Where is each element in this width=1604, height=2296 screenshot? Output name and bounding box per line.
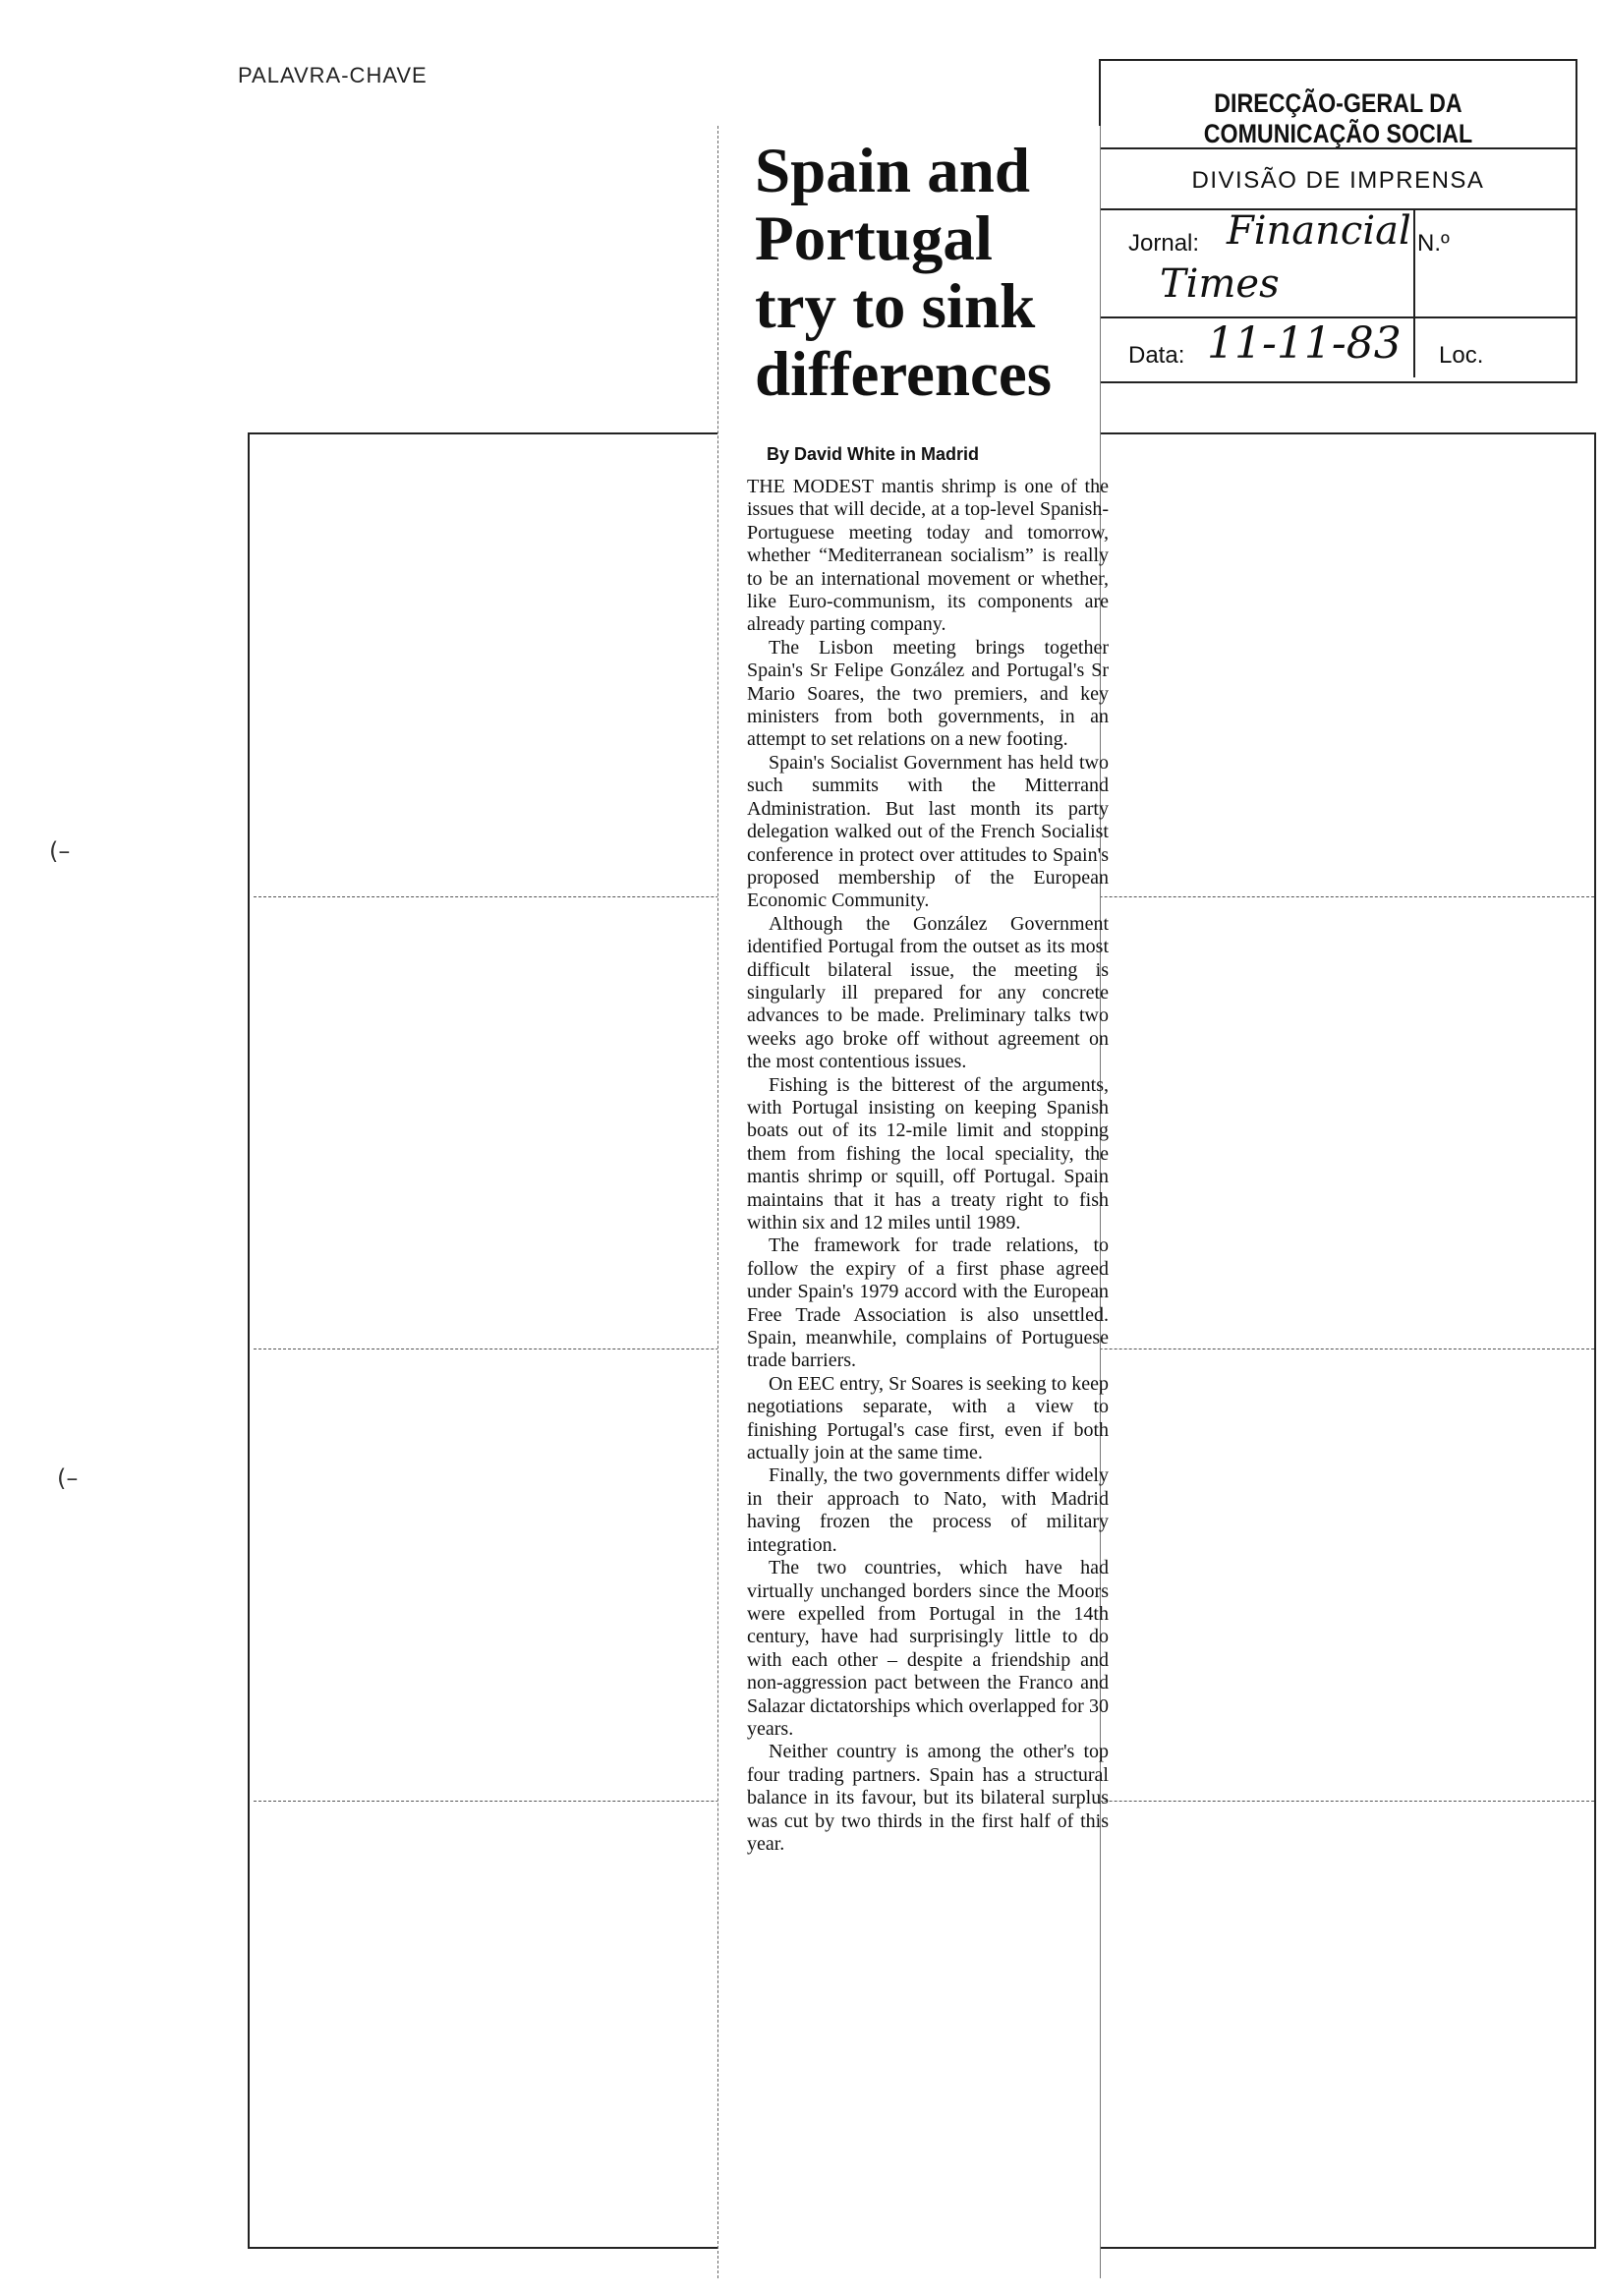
article-headline: Spain and Portugal try to sink differences xyxy=(755,136,1053,410)
stamp-jornal-value-2: Times xyxy=(1160,261,1280,307)
stamp-data-label: Data: xyxy=(1128,342,1185,369)
keyword-label: PALAVRA-CHAVE xyxy=(238,63,428,87)
stamp-organization: DIRECÇÃO-GERAL DA COMUNICAÇÃO SOCIAL xyxy=(1203,88,1473,148)
punch-mark-icon: (– xyxy=(49,837,71,865)
stamp-jornal-label: Jornal: xyxy=(1128,230,1200,257)
stamp-jornal-value: Financial xyxy=(1227,208,1411,254)
stamp-division: DIVISÃO DE IMPRENSA xyxy=(1191,167,1485,194)
punch-mark-icon: (– xyxy=(57,1464,79,1492)
stamp-divider xyxy=(1413,208,1415,377)
article-paragraph: THE MODEST mantis shrimp is one of the issues that will decide, at a top-level Spanish-Portuguese meeting today and tomorrow, whether “Mediterranean socialism” is really to be an international movement or whether, like Euro-communism, its components are already parting company. xyxy=(747,476,1109,636)
stamp-numero-label: N.º xyxy=(1417,230,1450,257)
article-paragraph: Neither country is among the other's top four trading partners. Spain has a structural balance in its favour, but its bilateral surplus was cut by two thirds in the first half of this year. xyxy=(747,1741,1109,1855)
article-paragraph: The Lisbon meeting brings together Spain's Sr Felipe González and Portugal's Sr Mario Soares, the two premiers, and key ministers from both governments, in an attempt to set relations on a new footing. xyxy=(747,636,1109,751)
article-paragraph: Finally, the two governments differ widely in their approach to Nato, with Madrid having frozen the process of military integration. xyxy=(747,1464,1109,1556)
article-paragraph: Spain's Socialist Government has held two such summits with the Mitterrand Administration. But last month its party delegation walked out of the French Socialist conference in protect over attitudes to Spain's proposed membership of the European Economic Community. xyxy=(747,751,1109,912)
article-paragraph: Fishing is the bitterest of the arguments, with Portugal insisting on keeping Spanish boats out of its 12-mile limit and stopping them from fishing the local speciality, the mantis shrimp or squill, off Portugal. Spain maintains that it has a treaty right to fish within six and 12 miles until 1989. xyxy=(747,1073,1109,1234)
article-byline: By David White in Madrid xyxy=(767,444,980,464)
article-body xyxy=(747,476,1109,1856)
stamp-loc-label: Loc. xyxy=(1439,342,1484,369)
stamp-divider xyxy=(1101,61,1575,149)
article-lead: THE MODEST xyxy=(747,476,874,497)
article-paragraph: Although the González Government identified Portugal from the outset as its most difficult bilateral issue, the meeting is singularly ill prepared for any concrete advances to be made. Preliminary talks two weeks ago broke off without agreement on the most contentious issues. xyxy=(747,912,1109,1073)
stamp-data-value: 11-11-83 xyxy=(1207,318,1402,369)
article-paragraph: The two countries, which have had virtually unchanged borders since the Moors were expelled from Portugal in the 14th century, have had surprisingly little to do with each other – despite a friendship and non-aggression pact between the Franco and Salazar dictatorships which overlapped for 30 years. xyxy=(747,1557,1109,1740)
archive-stamp xyxy=(1099,59,1577,383)
article-paragraph: On EEC entry, Sr Soares is seeking to keep negotiations separate, with a view to finishing Portugal's case first, even if both actually join at the same time. xyxy=(747,1372,1109,1464)
article-paragraph: The framework for trade relations, to follow the expiry of a first phase agreed under Spain's 1979 accord with the European Free Trade Association is also unsettled. Spain, meanwhile, complains of Portuguese trade barriers. xyxy=(747,1234,1109,1372)
